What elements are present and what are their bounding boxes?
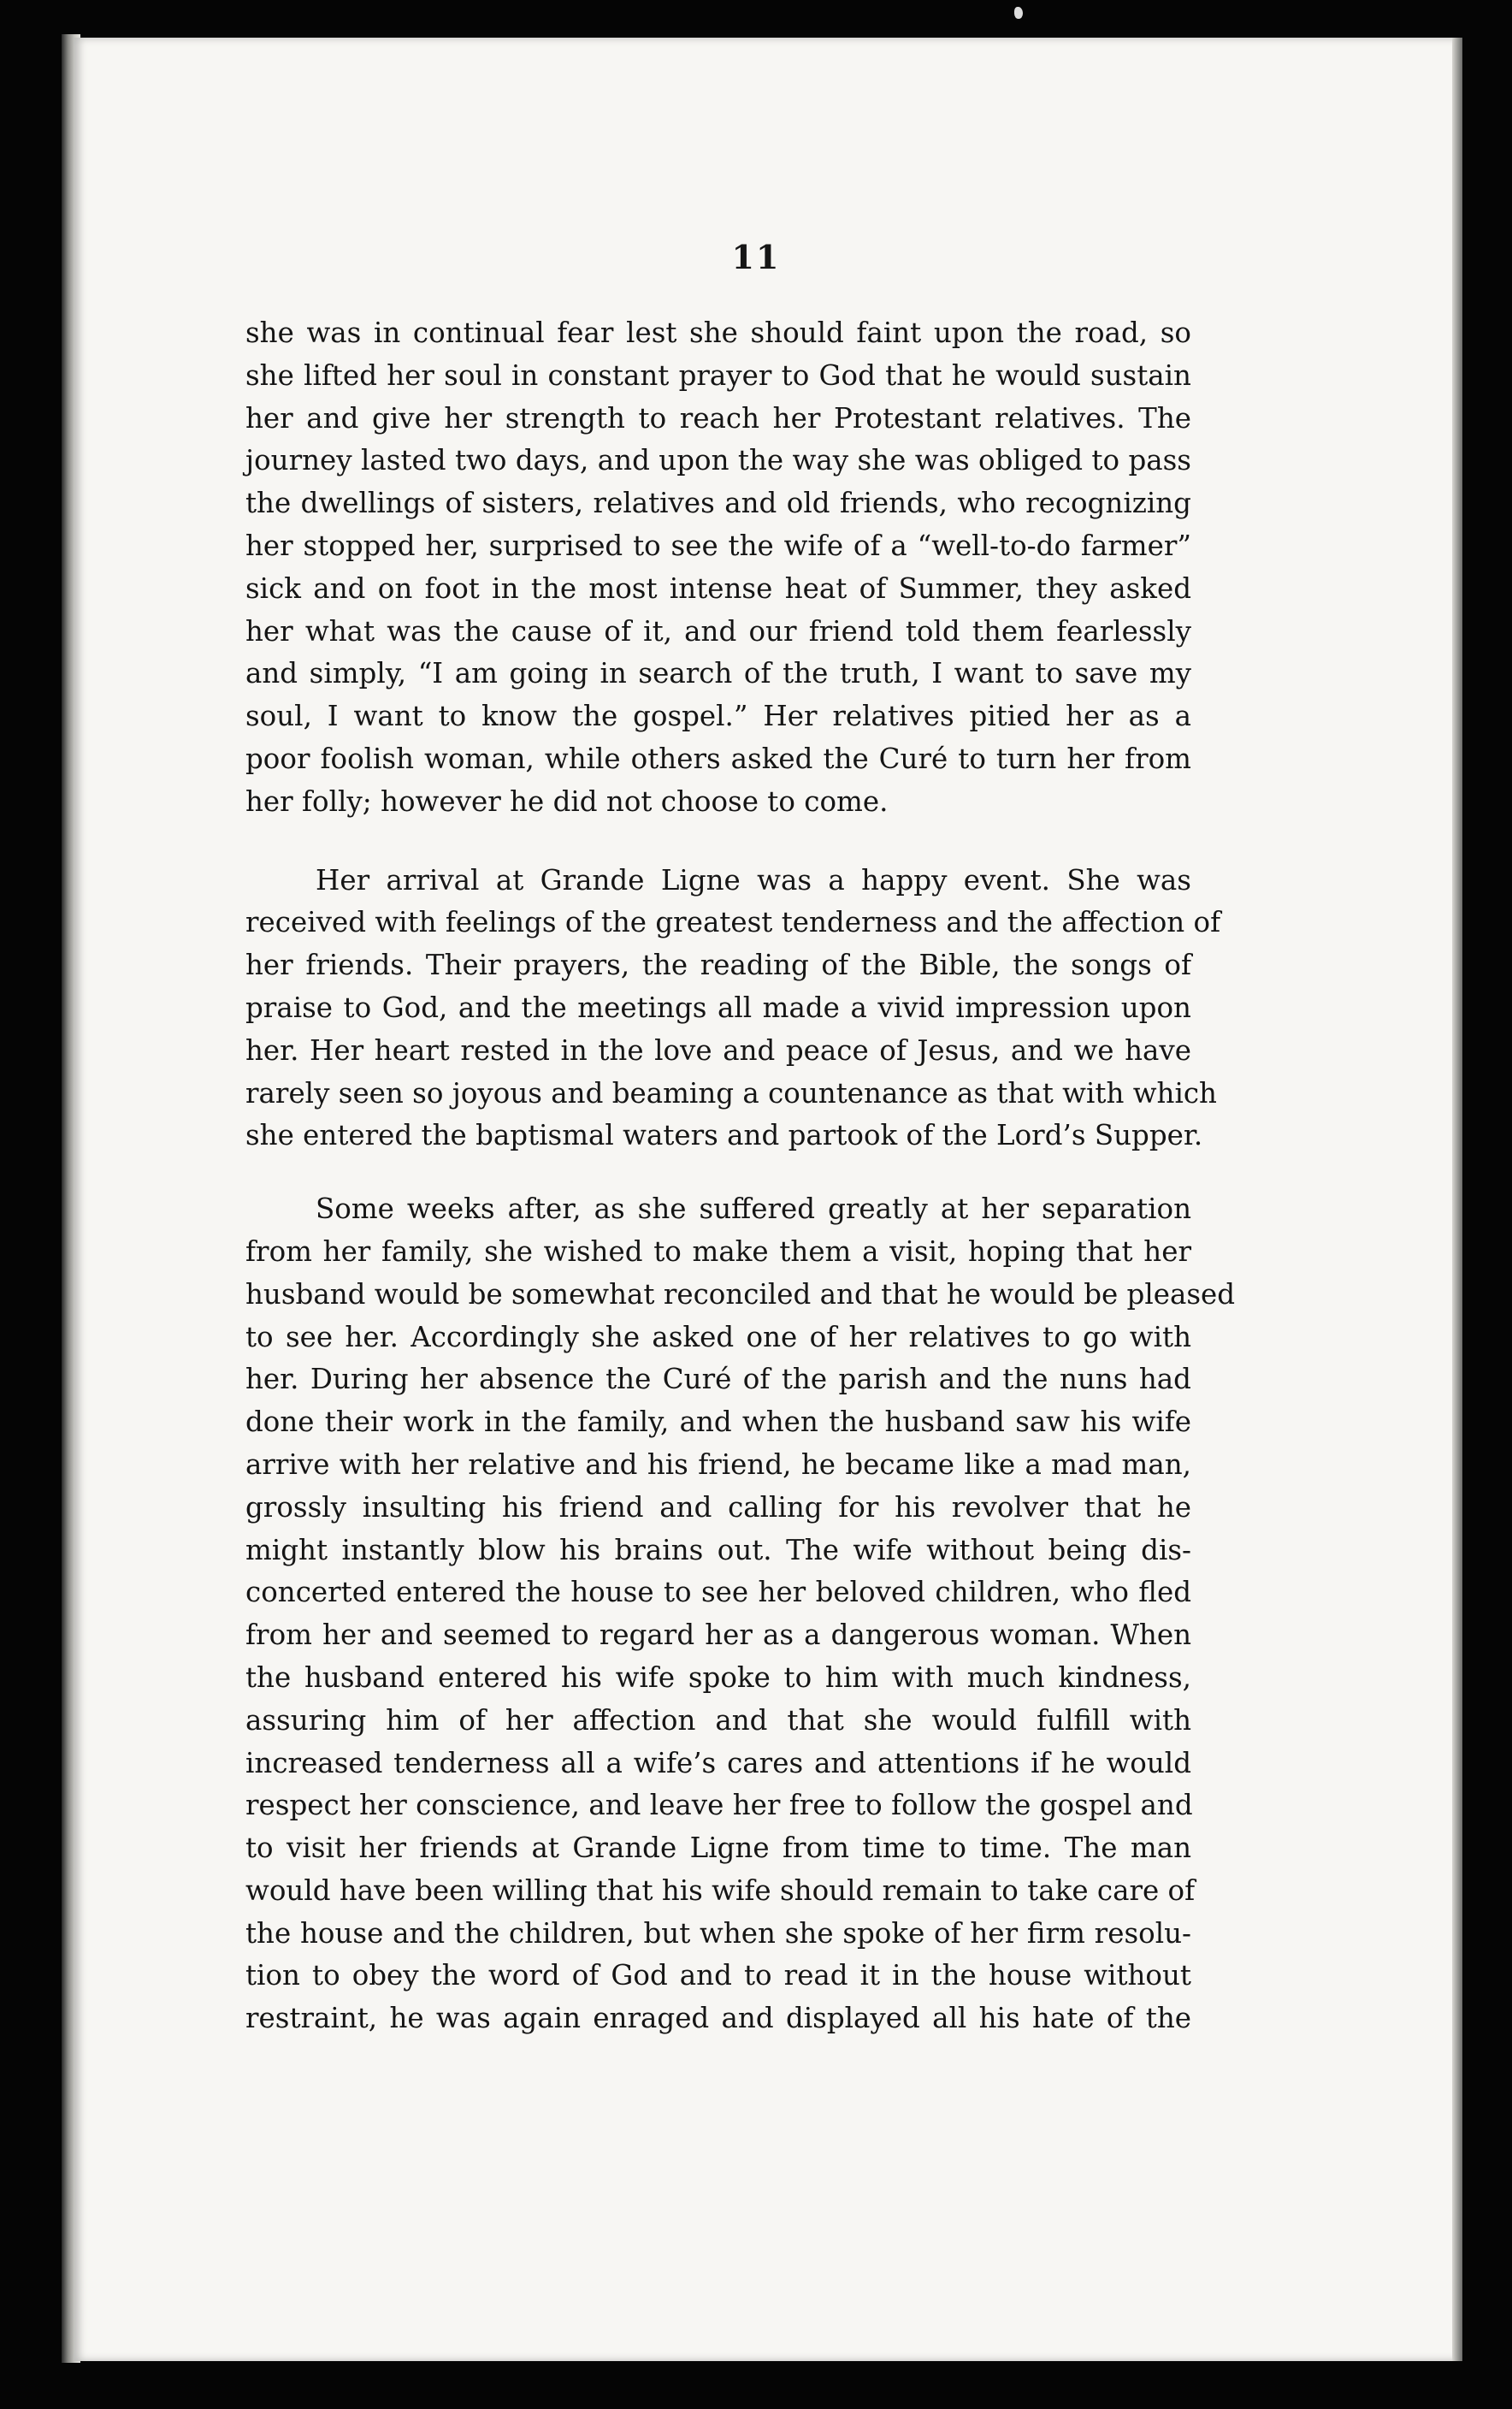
text-line: she was in continual fear lest she should faint upon the road, so [245,317,1191,349]
text-line: increased tenderness all a wife’s cares and attentions if he would [245,1746,1191,1779]
paragraph-3 [245,1188,1236,2040]
paragraph-1 [245,312,1191,824]
text-line: arrive with her relative and his friend, he became like a mad man, [245,1447,1191,1481]
text-line: from her family, she wished to make them a visit, hoping that her [245,1234,1191,1268]
text-line: her and give her strength to reach her Protestant relatives. The [245,401,1191,435]
text-line: she entered the baptismal waters and partook of the Lord’s Supper. [245,1119,1203,1152]
text-line: her stopped her, surprised to see the wife of a “well-to-do farmer” [245,529,1191,562]
text-line: her. Her heart rested in the love and peace of Jesus, and we have [245,1033,1191,1067]
text-line: done their work in the family, and when the husband saw his wife [245,1406,1191,1439]
text-line: poor foolish woman, while others asked the Curé to turn her from [245,742,1191,775]
text-line: the house and the children, but when she spoke of her firm resolu- [245,1916,1191,1950]
text-line: to visit her friends at Grande Ligne from time to time. The man [245,1832,1191,1865]
text-line: praise to God, and the meetings all made a vivid impression upon [245,991,1191,1024]
text-line: sick and on foot in the most intense heat of Summer, they asked [245,571,1191,605]
text-line: Her arrival at Grande Ligne was a happy event. She was [316,863,1191,897]
text-line: the husband entered his wife spoke to him with much kindness, [245,1660,1191,1694]
text-line: husband would be somewhat reconciled and that he would be pleased [245,1277,1236,1311]
text-line: would have been willing that his wife should remain to take care of [245,1873,1196,1907]
text-line: might instantly blow his brains out. The wife without being dis- [245,1533,1191,1566]
text-line: from her and seemed to regard her as a dangerous woman. When [245,1619,1191,1652]
scan-speck [1014,7,1023,19]
text-line: concerted entered the house to see her beloved children, who fled [245,1576,1191,1609]
text-line: journey lasted two days, and upon the way she was obliged to pass [245,444,1191,477]
text-line: the dwellings of sisters, relatives and old friends, who recognizing [245,487,1191,520]
page-right-edge [1452,38,1462,2361]
text-line: her. During her absence the Curé of the parish and the nuns had [245,1363,1191,1396]
text-line: grossly insulting his friend and calling for his revolver that he [245,1490,1191,1524]
text-line: her what was the cause of it, and our friend told them fearlessly [245,614,1191,648]
text-line: tion to obey the word of God and to read it in the house without [245,1959,1191,1992]
text-line: Some weeks after, as she suffered greatly at her separation [316,1193,1191,1226]
text-line: to see her. Accordingly she asked one of her relatives to go with [245,1320,1191,1353]
paragraph-2 [245,860,1221,1158]
text-line: her folly; however he did not choose to come. [245,784,889,818]
text-line: restraint, he was again enraged and displayed all his hate of the [245,2002,1191,2035]
text-line: respect her conscience, and leave her free to follow the gospel and [245,1789,1193,1822]
text-line: assuring him of her affection and that she would fulfill with [245,1703,1191,1737]
text-line: and simply, “I am going in search of the truth, I want to save my [245,657,1191,690]
text-line: soul, I want to know the gospel.” Her relatives pitied her as a [245,700,1191,733]
text-line: rarely seen so joyous and beaming a countenance as that with which [245,1076,1217,1110]
page-number: 11 [731,238,781,276]
text-line: received with feelings of the greatest tenderness and the affection of [245,906,1221,939]
body-text [245,312,1236,2040]
text-line: her friends. Their prayers, the reading of the Bible, the songs of [245,949,1191,982]
text-line: she lifted her soul in constant prayer to God that he would sustain [245,358,1191,392]
